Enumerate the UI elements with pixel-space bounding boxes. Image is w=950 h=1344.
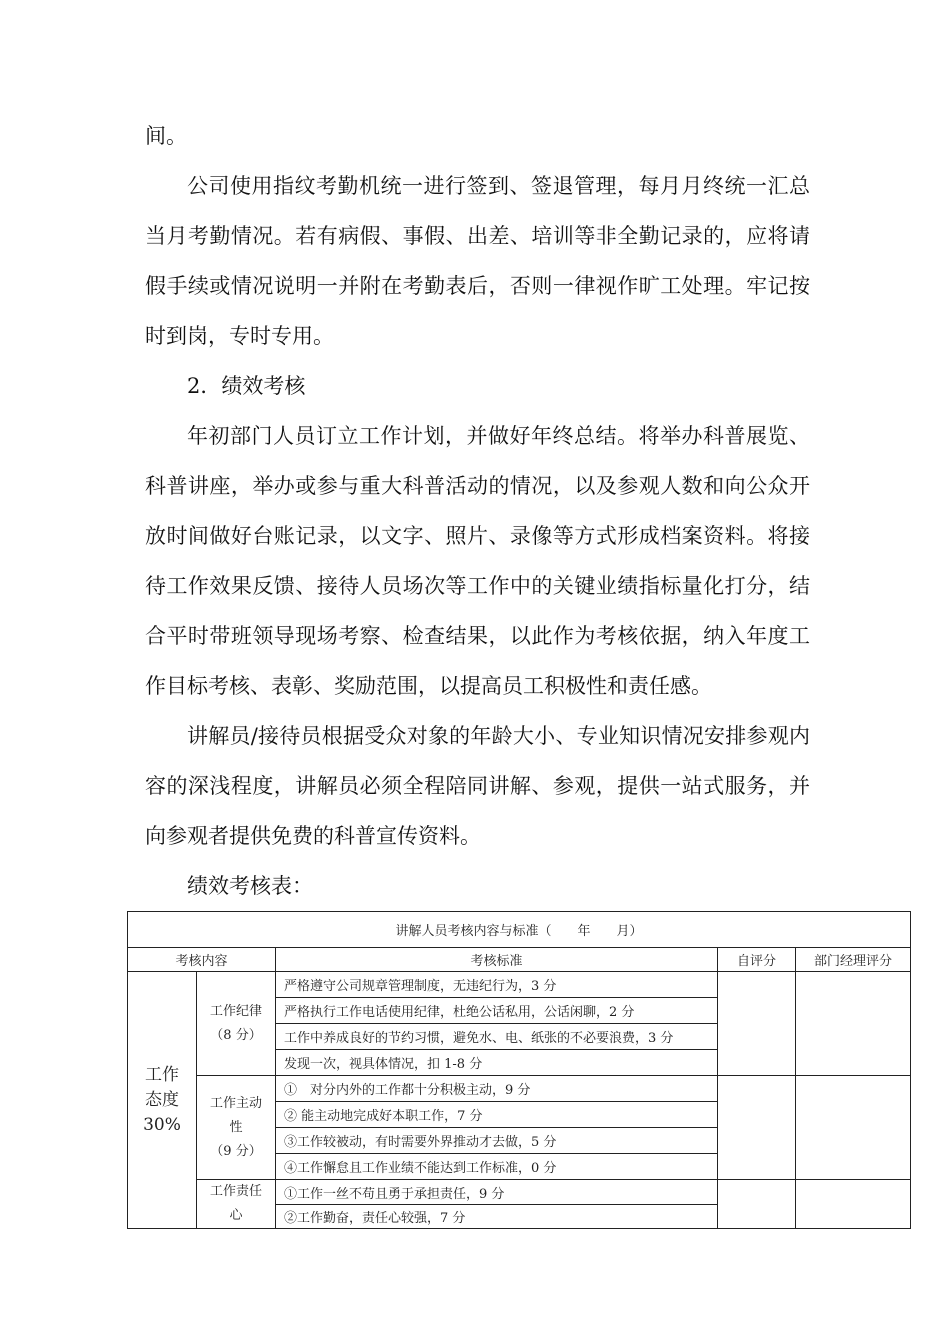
table-row bbox=[128, 1076, 911, 1102]
criterion-cell: ① 对分内外的工作都十分积极主动，9 分 bbox=[276, 1076, 718, 1102]
group-name-discipline bbox=[197, 972, 276, 1076]
section-heading bbox=[145, 361, 810, 411]
appraisal-table bbox=[127, 911, 911, 1229]
self-score-cell[interactable] bbox=[718, 1180, 796, 1229]
header-self-score: 自评分 bbox=[718, 948, 796, 972]
criterion-cell: 工作中养成良好的节约习惯，避免水、电、纸张的不必要浪费，3 分 bbox=[276, 1024, 718, 1050]
paragraph-attendance: 公司使用指纹考勤机统一进行签到、签退管理，每月月终统一汇总当月考勤情况。若有病假、事假、出差、培训等非全勤记录的，应将请假手续或情况说明一并附在考勤表后，否则一律视作旷工处理。牢记按时到岗，专时专用。 bbox=[145, 174, 810, 348]
table-title-row bbox=[128, 912, 911, 948]
header-standard: 考核标准 bbox=[276, 948, 718, 972]
manager-score-cell[interactable] bbox=[796, 1076, 911, 1180]
group-name-line: 工作责任 bbox=[209, 1184, 262, 1199]
group-name-line: 工作纪律 bbox=[209, 1003, 262, 1019]
group-name-initiative bbox=[197, 1076, 276, 1180]
dimension-line: 工作 bbox=[145, 1064, 179, 1085]
manager-score-cell[interactable] bbox=[796, 1180, 911, 1229]
criterion-cell: 发现一次，视具体情况，扣 1-8 分 bbox=[276, 1050, 718, 1076]
table-title: 讲解人员考核内容与标准（ 年 月） bbox=[128, 912, 911, 948]
criterion-cell: 严格执行工作电话使用纪律，杜绝公话私用，公话闲聊，2 分 bbox=[276, 998, 718, 1024]
group-name-line: 心 bbox=[229, 1208, 243, 1223]
criterion-cell: ①工作一丝不苟且勇于承担责任，9 分 bbox=[276, 1180, 718, 1205]
table-row bbox=[128, 1180, 911, 1205]
criterion-cell: ③工作较被动，有时需要外界推动才去做，5 分 bbox=[276, 1128, 718, 1154]
self-score-cell[interactable] bbox=[718, 1076, 796, 1180]
document-body bbox=[145, 111, 810, 911]
header-content: 考核内容 bbox=[128, 948, 276, 972]
section-number: 2． bbox=[187, 374, 222, 398]
table-caption: 绩效考核表： bbox=[187, 874, 313, 898]
criterion-cell: ② 能主动地完成好本职工作，7 分 bbox=[276, 1102, 718, 1128]
criterion-cell: ②工作勤奋，责任心较强，7 分 bbox=[276, 1205, 718, 1229]
dimension-line: 态度 bbox=[145, 1089, 179, 1110]
group-name-line: （9 分） bbox=[210, 1143, 262, 1159]
dimension-cell bbox=[128, 972, 197, 1229]
header-manager-score: 部门经理评分 bbox=[796, 948, 911, 972]
paragraph-continuation: 间。 bbox=[145, 124, 187, 148]
section-title: 绩效考核 bbox=[221, 374, 306, 398]
table-row bbox=[128, 972, 911, 998]
self-score-cell[interactable] bbox=[718, 972, 796, 1076]
dimension-weight: 30% bbox=[143, 1114, 181, 1135]
group-name-responsibility bbox=[197, 1180, 276, 1229]
paragraph-guide-duties: 讲解员/接待员根据受众对象的年龄大小、专业知识情况安排参观内容的深浅程度，讲解员必须全程陪同讲解、参观，提供一站式服务，并向参观者提供免费的科普宣传资料。 bbox=[145, 724, 810, 848]
group-name-line: （8 分） bbox=[210, 1027, 262, 1043]
group-name-line: 性 bbox=[229, 1119, 243, 1135]
criterion-cell: ④工作懈怠且工作业绩不能达到工作标准，0 分 bbox=[276, 1154, 718, 1180]
manager-score-cell[interactable] bbox=[796, 972, 911, 1076]
paragraph-performance: 年初部门人员订立工作计划，并做好年终总结。将举办科普展览、科普讲座，举办或参与重大科普活动的情况，以及参观人数和向公众开放时间做好台账记录，以文字、照片、录像等方式形成档案资料。将接待工作效果反馈、接待人员场次等工作中的关键业绩指标量化打分，结合平时带班领导现场考察、检查结果，以此作为考核依据，纳入年度工作目标考核、表彰、奖励范围，以提高员工积极性和责任感。 bbox=[145, 424, 810, 698]
group-name-line: 工作主动 bbox=[209, 1095, 262, 1111]
table-header-row bbox=[128, 948, 911, 972]
criterion-cell: 严格遵守公司规章管理制度，无违纪行为，3 分 bbox=[276, 972, 718, 998]
